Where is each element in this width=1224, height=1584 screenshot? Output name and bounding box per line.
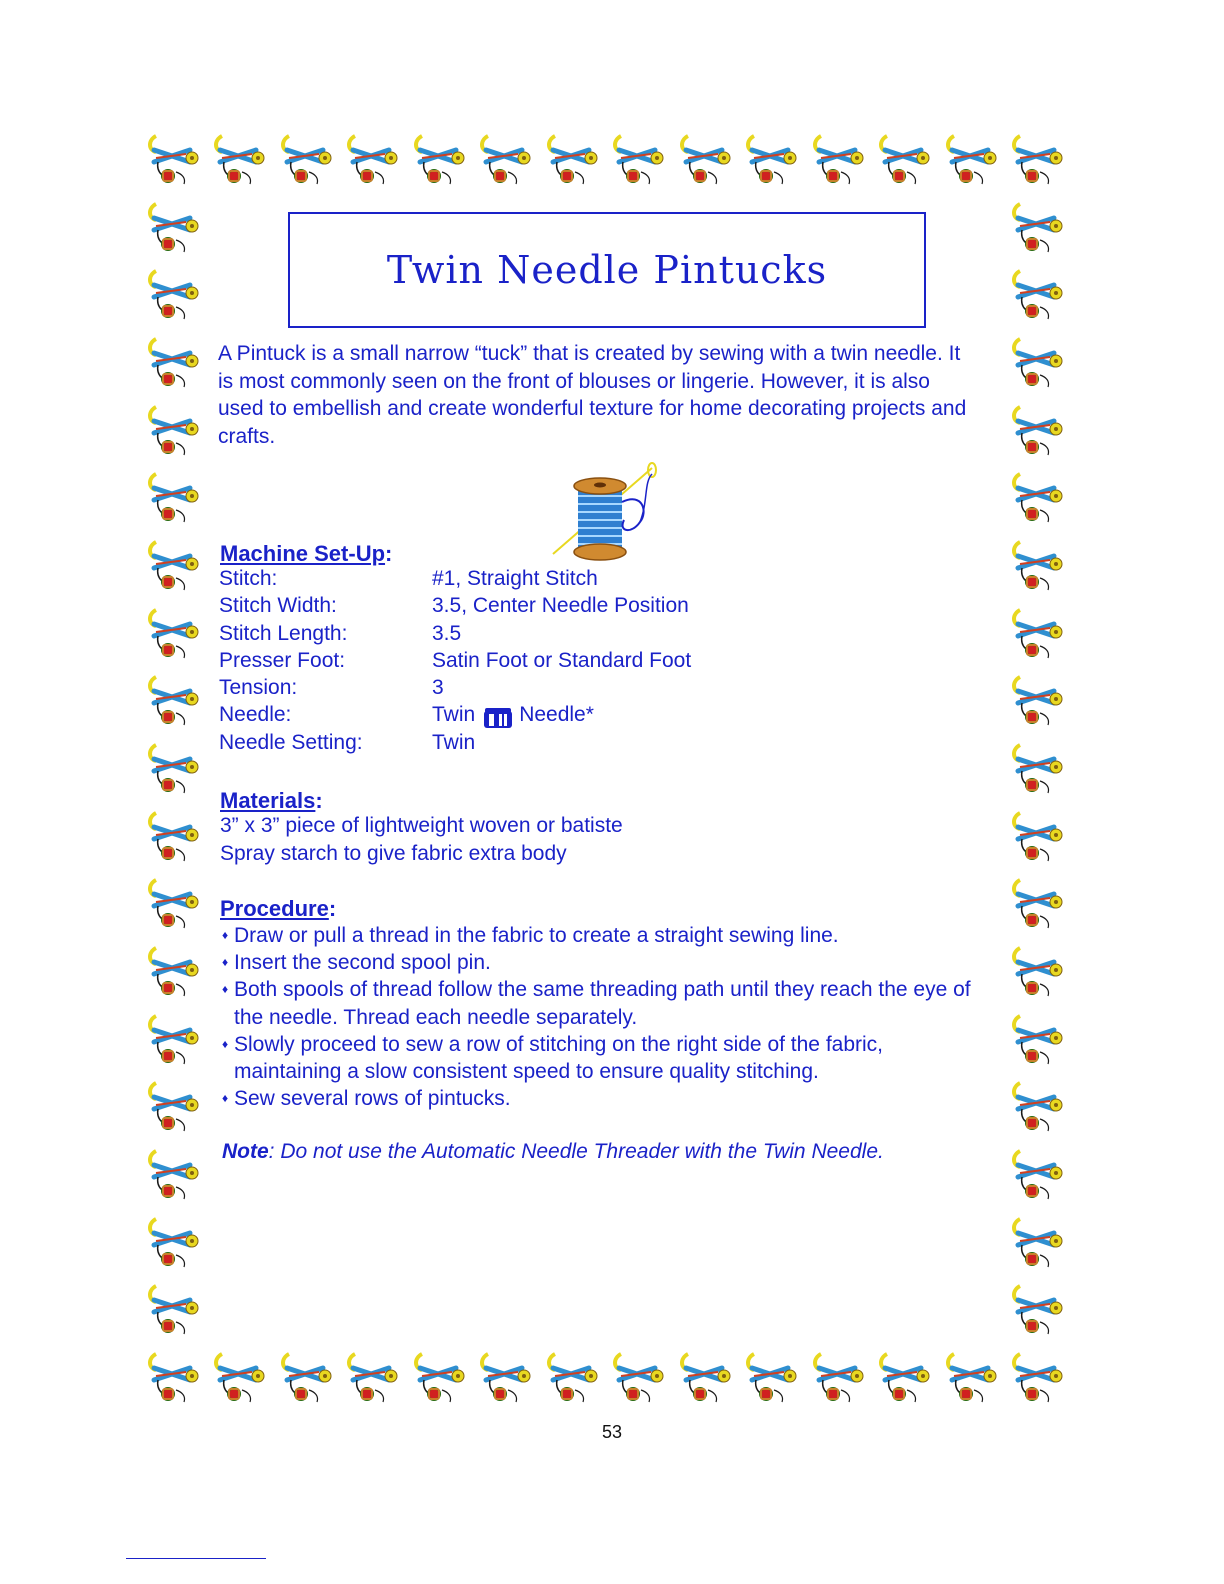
machine-setup-table (219, 567, 691, 758)
scissors-spool-icon (611, 1350, 669, 1408)
scissors-spool-icon (877, 132, 935, 190)
scissors-spool-icon (1010, 403, 1068, 461)
setup-label: Tension: (219, 676, 298, 700)
scissors-spool-icon (146, 809, 204, 867)
scissors-spool-icon (146, 200, 204, 258)
scissors-spool-icon (1010, 1012, 1068, 1070)
setup-value (432, 594, 689, 618)
scissors-spool-icon (1010, 606, 1068, 664)
material-item: Spray starch to give fabric extra body (220, 842, 567, 865)
page-title: Twin Needle Pintucks (386, 248, 828, 292)
procedure-list (220, 922, 980, 1112)
twin-needle-icon (483, 707, 513, 729)
scissors-spool-icon (1010, 944, 1068, 1002)
note-label: Note (222, 1140, 269, 1163)
setup-row (219, 649, 691, 676)
scissors-spool-icon (1010, 538, 1068, 596)
scissors-spool-icon (1010, 335, 1068, 393)
scissors-spool-icon (146, 1282, 204, 1340)
intro-paragraph: A Pintuck is a small narrow “tuck” that is created by sewing with a twin needle. It is most commonly seen on the front of blouses or lingerie. However, it is also used to embellish and create wonderful texture for home decorating projects and crafts. (218, 342, 967, 448)
scissors-spool-icon (146, 876, 204, 934)
setup-value (432, 676, 444, 700)
scissors-spool-icon (1010, 1079, 1068, 1137)
scissors-spool-icon (1010, 267, 1068, 325)
scissors-spool-icon (1010, 200, 1068, 258)
setup-value-text: Twin (432, 730, 476, 754)
scissors-spool-icon (412, 1350, 470, 1408)
scissors-spool-icon (545, 132, 603, 190)
setup-label: Stitch Width: (219, 594, 337, 618)
note: Note: Do not use the Automatic Needle Threader with the Twin Needle. (222, 1140, 884, 1163)
setup-value-text: #1, Straight Stitch (432, 567, 598, 590)
setup-value-text: 3.5 (432, 621, 462, 645)
scissors-spool-icon (611, 132, 669, 190)
scissors-spool-icon (146, 1350, 204, 1408)
setup-row (219, 594, 691, 621)
scissors-spool-icon (478, 1350, 536, 1408)
setup-label: Needle Setting: (219, 730, 363, 754)
procedure-heading: Procedure: (220, 896, 337, 921)
setup-row (219, 567, 691, 594)
scissors-spool-icon (944, 1350, 1002, 1408)
scissors-spool-icon (1010, 1350, 1068, 1408)
scissors-spool-icon (1010, 132, 1068, 190)
scissors-spool-icon (146, 1147, 204, 1205)
setup-value-text: Satin Foot or Standard Foot (432, 648, 692, 672)
scissors-spool-icon (678, 132, 736, 190)
scissors-spool-icon (678, 1350, 736, 1408)
scissors-spool-icon (146, 673, 204, 731)
procedure-step: ♦ Both spools of thread follow the same threading path until they reach the eye of the needle. Thread each needle separately. (220, 976, 980, 1030)
scissors-spool-icon (146, 403, 204, 461)
setup-value (432, 567, 598, 591)
setup-value-suffix: Needle* (519, 703, 594, 727)
scissors-spool-icon (545, 1350, 603, 1408)
title-box (288, 212, 926, 328)
scissors-spool-icon (345, 1350, 403, 1408)
procedure-step: ♦ Slowly proceed to sew a row of stitching on the right side of the fabric, maintaining a slow consistent speed to ensure quality stitching. (220, 1031, 980, 1085)
setup-value (432, 731, 475, 755)
scissors-spool-icon (1010, 470, 1068, 528)
scissors-spool-icon (146, 944, 204, 1002)
setup-row (219, 731, 691, 758)
scissors-spool-icon (811, 132, 869, 190)
scissors-spool-icon (1010, 876, 1068, 934)
thread-spool-icon (548, 462, 668, 562)
scissors-spool-icon (744, 1350, 802, 1408)
materials-list (220, 812, 623, 868)
setup-value-text: 3.5, Center Needle Position (432, 594, 689, 618)
scissors-spool-icon (944, 132, 1002, 190)
setup-row (219, 622, 691, 649)
note-text: Do not use the Automatic Needle Threader with the Twin Needle. (280, 1140, 884, 1163)
scissors-spool-icon (1010, 741, 1068, 799)
scissors-spool-icon (877, 1350, 935, 1408)
scissors-spool-icon (279, 132, 337, 190)
setup-row (219, 703, 691, 730)
page-number: 53 (601, 1422, 623, 1442)
footer-line (126, 1558, 266, 1559)
setup-value (432, 703, 594, 727)
scissors-spool-icon (146, 1215, 204, 1273)
scissors-spool-icon (146, 538, 204, 596)
procedure-step: ♦ Sew several rows of pintucks. (220, 1085, 980, 1112)
materials-heading: Materials: (220, 788, 323, 813)
scissors-spool-icon (146, 741, 204, 799)
scissors-spool-icon (146, 1079, 204, 1137)
scissors-spool-icon (345, 132, 403, 190)
scissors-spool-icon (146, 335, 204, 393)
setup-value-text: 3 (432, 676, 444, 700)
scissors-spool-icon (1010, 1282, 1068, 1340)
machine-setup-heading: Machine Set-Up: (220, 541, 393, 566)
scissors-spool-icon (1010, 1147, 1068, 1205)
scissors-spool-icon (811, 1350, 869, 1408)
setup-label: Needle: (219, 703, 292, 727)
scissors-spool-icon (212, 1350, 270, 1408)
scissors-spool-icon (744, 132, 802, 190)
setup-label: Stitch: (219, 567, 278, 590)
scissors-spool-icon (1010, 809, 1068, 867)
scissors-spool-icon (478, 132, 536, 190)
scissors-spool-icon (146, 132, 204, 190)
scissors-spool-icon (146, 470, 204, 528)
scissors-spool-icon (1010, 1215, 1068, 1273)
scissors-spool-icon (1010, 673, 1068, 731)
procedure-step: ♦ Insert the second spool pin. (220, 949, 980, 976)
scissors-spool-icon (212, 132, 270, 190)
scissors-spool-icon (412, 132, 470, 190)
setup-value (432, 622, 461, 646)
setup-value (432, 649, 691, 673)
scissors-spool-icon (146, 606, 204, 664)
material-item: 3” x 3” piece of lightweight woven or batiste (220, 814, 623, 837)
scissors-spool-icon (146, 1012, 204, 1070)
scissors-spool-icon (279, 1350, 337, 1408)
setup-label: Presser Foot: (219, 648, 346, 672)
scissors-spool-icon (146, 267, 204, 325)
setup-value-text: Twin (432, 703, 476, 727)
setup-row (219, 676, 691, 703)
procedure-step: ♦ Draw or pull a thread in the fabric to create a straight sewing line. (220, 922, 980, 949)
setup-label: Stitch Length: (219, 621, 348, 645)
